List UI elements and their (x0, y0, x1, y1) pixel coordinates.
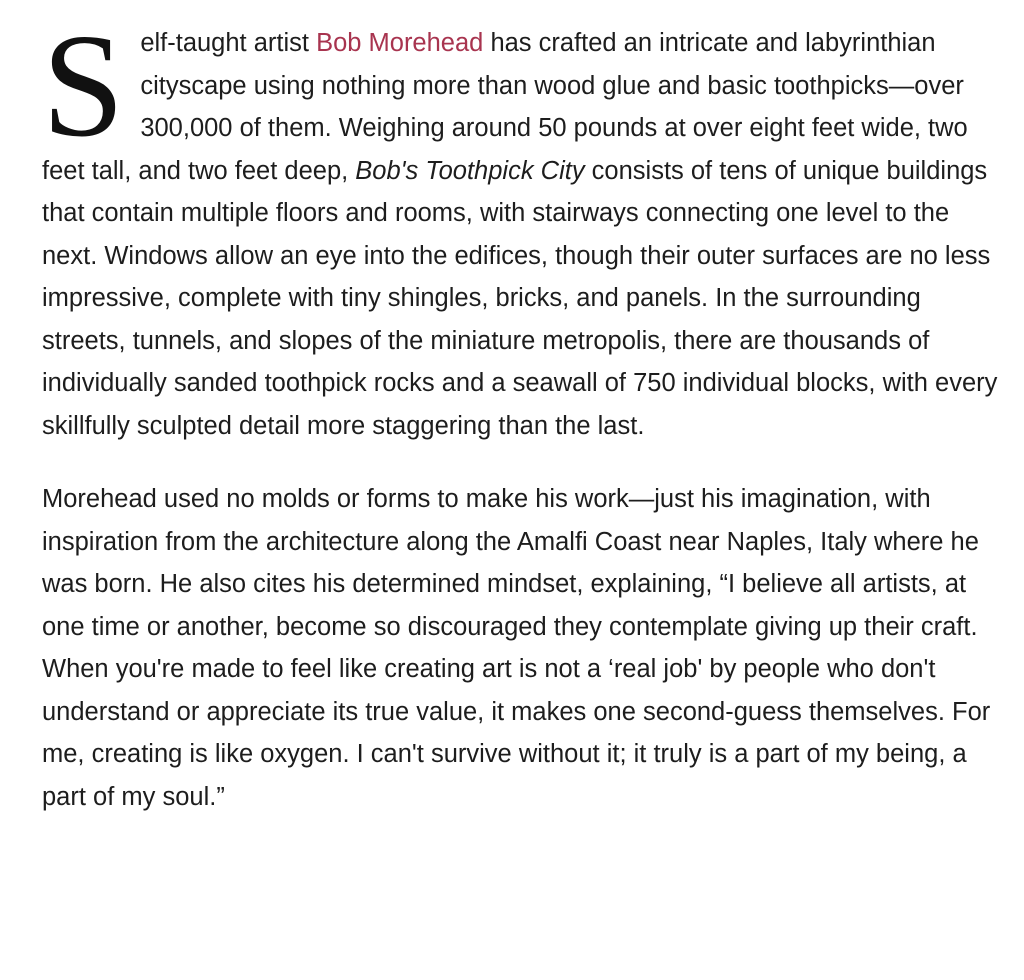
artwork-title: Bob's Toothpick City (355, 156, 585, 185)
intro-text-start: elf-taught artist (140, 29, 317, 57)
paragraph-intro (42, 4, 1010, 447)
intro-text-middle: has crafted an intricate and labyrinthian cityscape using nothing more than wood glue and basic toothpicks—over 300,000 of them. Weighing around 50 pounds at over eight feet wide, two feet tall, and two feet deep, (42, 29, 968, 185)
paragraph-quote: Morehead used no molds or forms to make his work—just his imagination, with inspiration from the architecture along the Amalfi Coast near Naples, Italy where he was born. He also cites his determined mindset, explaining, “I believe all artists, at one time or another, become so discouraged they contemplate giving up their craft. When you're made to feel like creating art is not a ‘real job' by people who don't understand or appreciate its true value, it makes one second-guess themselves. For me, creating is like oxygen. I can't survive without it; it truly is a part of my being, a part of my soul.” (42, 485, 991, 811)
drop-cap: S (42, 4, 125, 168)
intro-text-end: consists of tens of unique buildings that contain multiple floors and rooms, with stairways connecting one level to the next. Windows allow an eye into the edifices, though their outer surfaces are no less impressive, complete with tiny shingles, bricks, and panels. In the surrounding streets, tunnels, and slopes of the miniature metropolis, there are thousands of individually sanded toothpick rocks and a seawall of 750 individual blocks, with every skillfully sculpted detail more staggering than the last. (42, 156, 998, 440)
artist-name-link[interactable]: Bob Morehead (316, 29, 484, 57)
article-body (42, 4, 1010, 818)
